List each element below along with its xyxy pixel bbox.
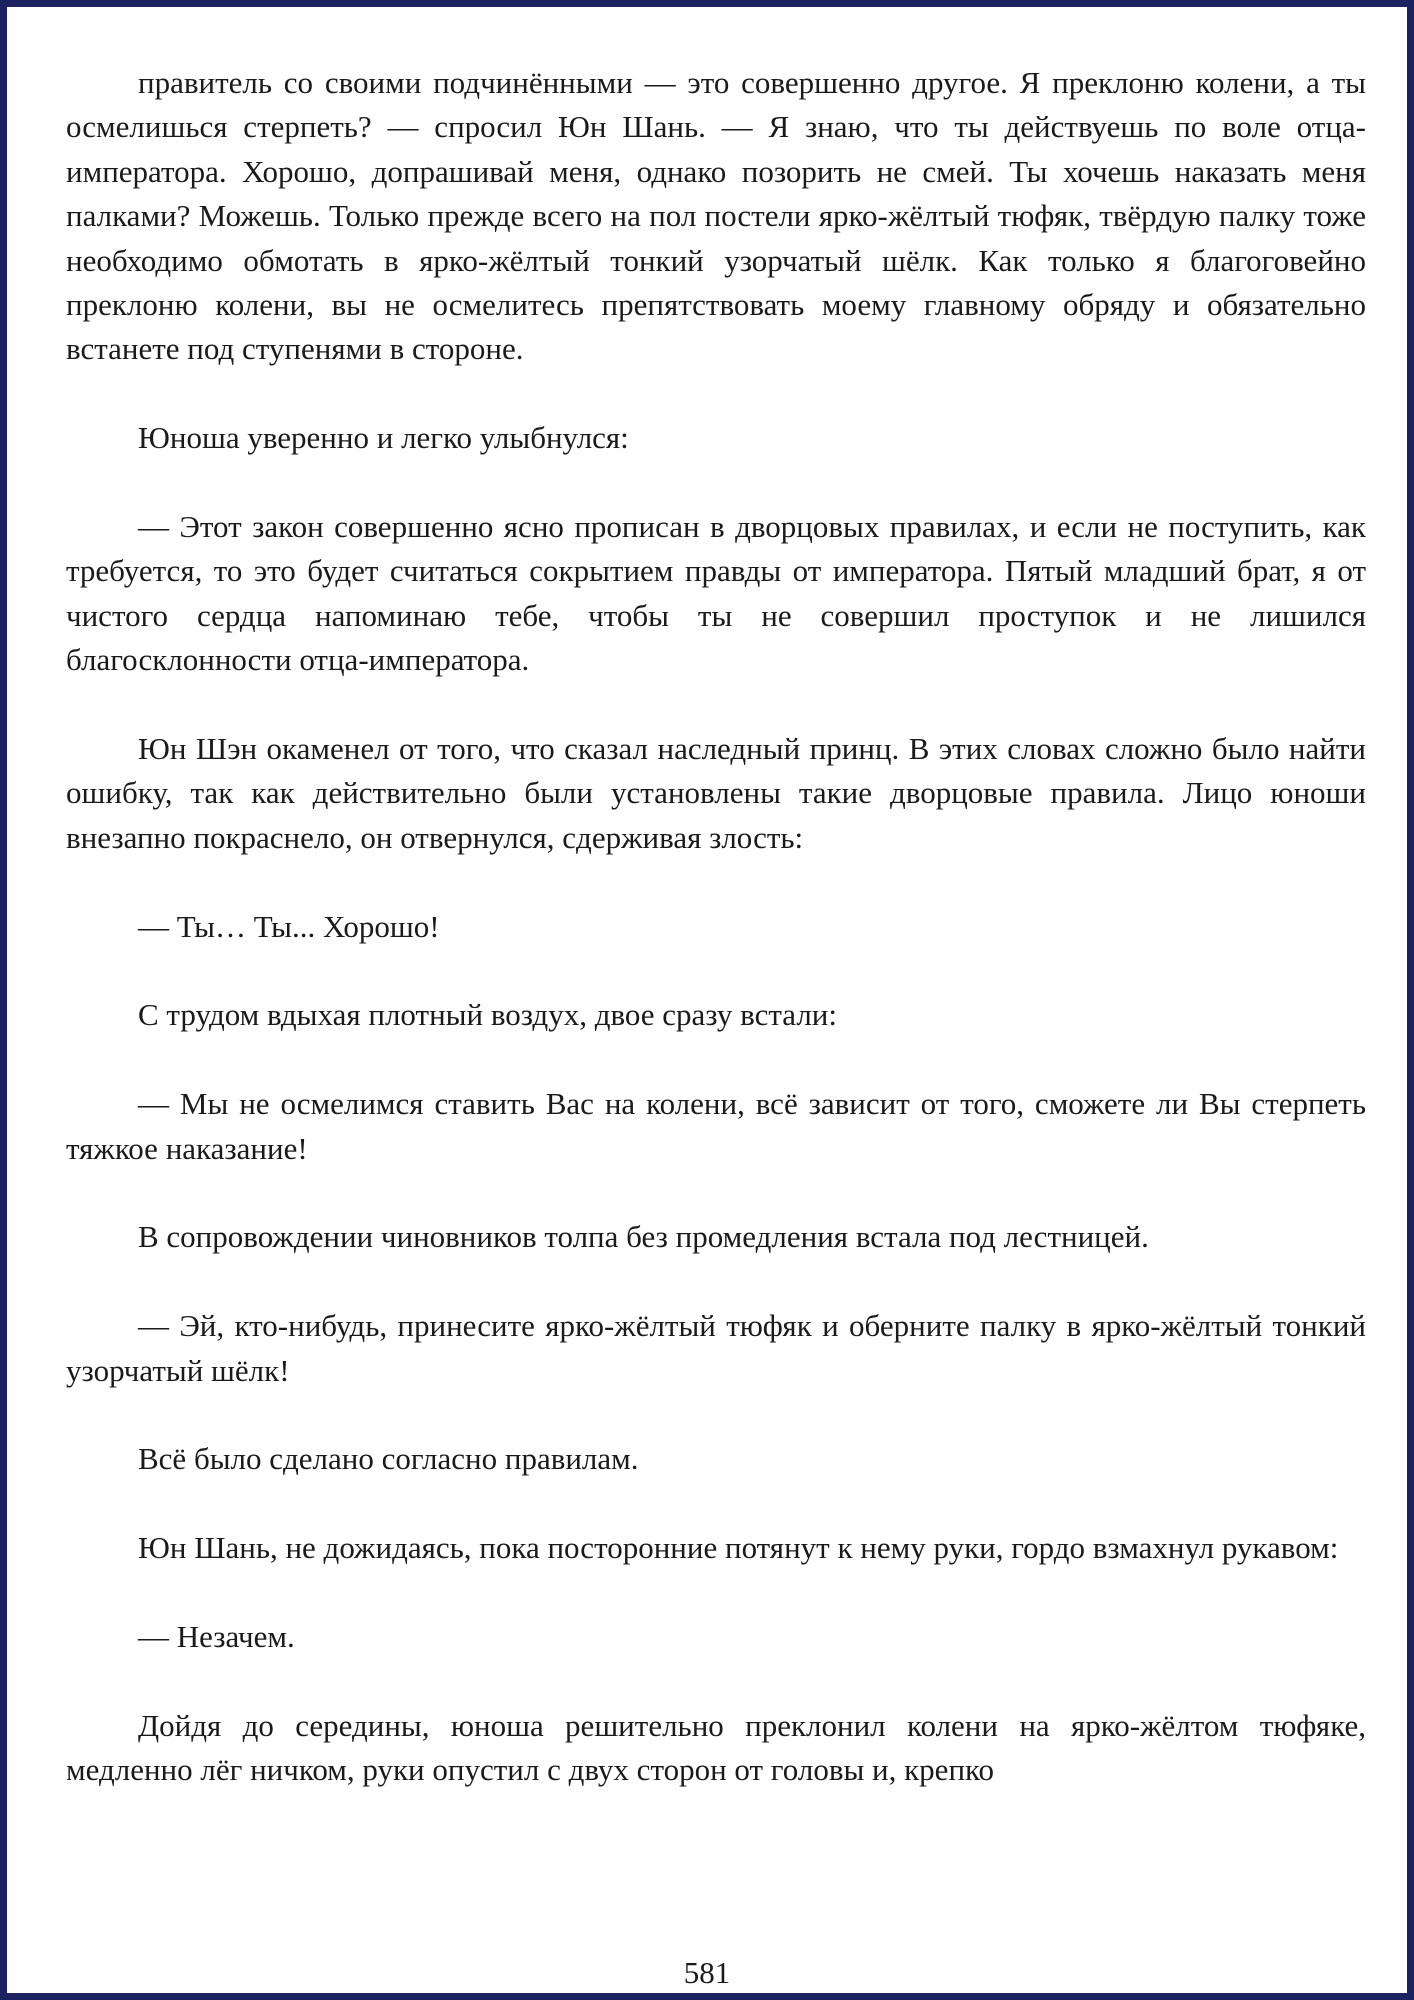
paragraph-2: Юноша уверенно и легко улыбнулся: xyxy=(138,420,629,456)
page-body-text xyxy=(66,61,1366,1793)
paragraph-12: — Незачем. xyxy=(138,1619,295,1655)
paragraph-9: — Эй, кто-нибудь, принесите ярко-жёлтый тюфяк и оберните палку в ярко-жёлтый тонкий узорчатый шёлк! xyxy=(66,1308,1366,1388)
paragraph-1: правитель со своими подчинёнными — это совершенно другое. Я преклоню колени, а ты осмелишься стерпеть? — спросил Юн Шань. — Я знаю, что ты действуешь по воле отца-императора. Хорошо, допрашивай меня, однако позорить не смей. Ты хочешь наказать меня палками? Можешь. Только прежде всего на пол постели ярко-жёлтый тюфяк, твёрдую палку тоже необходимо обмотать в ярко-жёлтый тонкий узорчатый шёлк. Как только я благоговейно преклоню колени, вы не осмелитесь препятствовать моему главному обряду и обязательно встанете под ступенями в стороне. xyxy=(66,65,1366,367)
paragraph-5: — Ты… Ты... Хорошо! xyxy=(138,908,440,944)
paragraph-11: Юн Шань, не дожидаясь, пока посторонние потянут к нему руки, гордо взмахнул рукавом: xyxy=(138,1530,1339,1566)
paragraph-8: В сопровождении чиновников толпа без промедления встала под лестницей. xyxy=(138,1219,1149,1255)
paragraph-3: — Этот закон совершенно ясно прописан в дворцовых правилах, и если не поступить, как требуется, то это будет считаться сокрытием правды от императора. Пятый младший брат, я от чистого сердца напоминаю тебе, чтобы ты не совершил проступок и не лишился благосклонности отца-императора. xyxy=(66,509,1366,678)
paragraph-10: Всё было сделано согласно правилам. xyxy=(138,1441,639,1477)
paragraph-4: Юн Шэн окаменел от того, что сказал наследный принц. В этих словах сложно было найти ошибку, так как действительно были установлены такие дворцовые правила. Лицо юноши внезапно покраснело, он отвернулся, сдерживая злость: xyxy=(66,731,1366,855)
paragraph-13: Дойдя до середины, юноша решительно преклонил колени на ярко-жёлтом тюфяке, медленно лёг ничком, руки опустил с двух сторон от головы и, крепко xyxy=(66,1707,1366,1788)
page-number: 581 xyxy=(683,1955,731,1990)
paragraph-6: С трудом вдыхая плотный воздух, двое сразу встали: xyxy=(138,997,837,1033)
paragraph-7: — Мы не осмелимся ставить Вас на колени, всё зависит от того, сможете ли Вы стерпеть тяжкое наказание! xyxy=(66,1086,1366,1166)
